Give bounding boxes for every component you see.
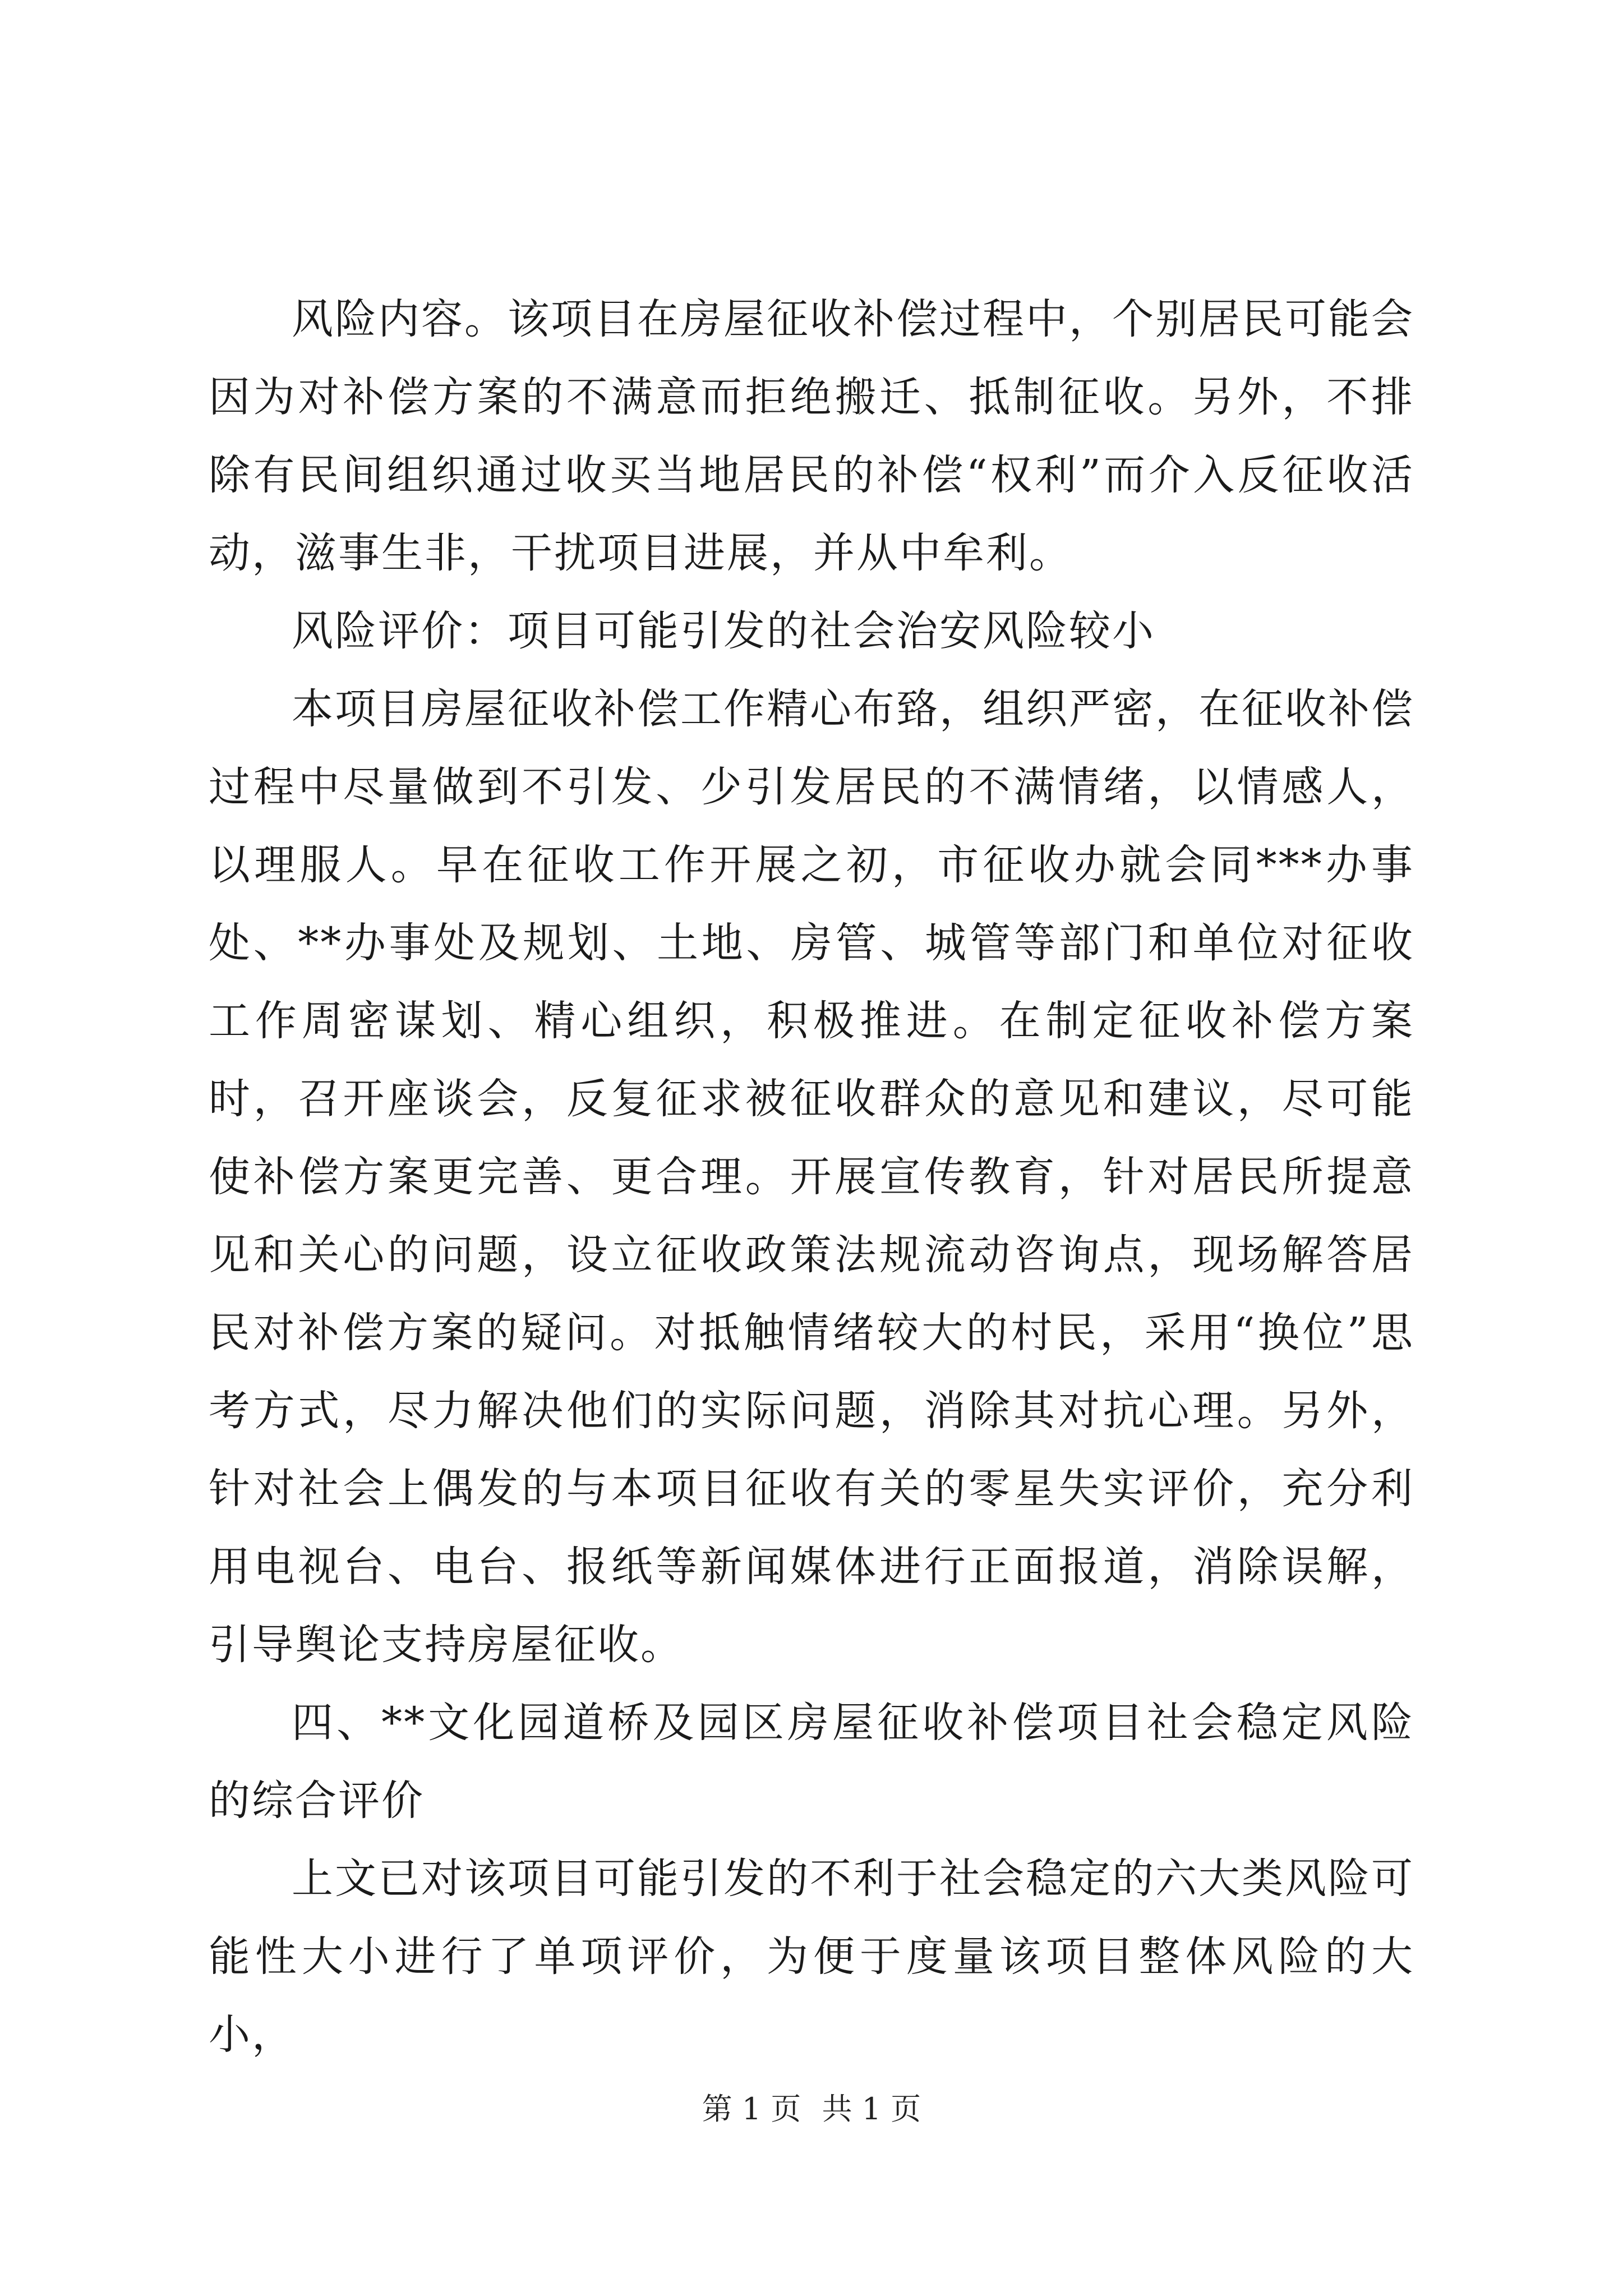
paragraph-overall-risk: 上文已对该项目可能引发的不利于社会稳定的六大类风险可能性大小进行了单项评价，为便于度量该项目整体风险的大小，	[209, 1855, 1414, 2059]
paragraph-project-measures: 本项目房屋征收补偿工作精心布臵，组织严密，在征收补偿过程中尽量做到不引发、少引发居民的不满情绪，以情感人，以理服人。早在征收工作开展之初，市征收办就会同***办事处、**办事处及规划、土地、房管、城管等部门和单位对征收工作周密谋划、精心组织，积极推进。在制定征收补偿方案时，召开座谈会，反复征求被征收群众的意见和建议，尽可能使补偿方案更完善、更合理。开展宣传教育，针对居民所提意见和关心的问题，设立征收政策法规流动咨询点，现场解答居民对补偿方案的疑问。对抵触情绪较大的村民，采用“换位”思考方式，尽力解决他们的实际问题，消除其对抗心理。另外，针对社会上偶发的与本项目征收有关的零星失实评价，充分利用电视台、电台、报纸等新闻媒体进行正面报道，消除误解，引导舆论支持房屋征收。	[209, 685, 1414, 1669]
page-number: 第 1 页	[702, 2091, 801, 2127]
paragraph-risk-evaluation: 风险评价：项目可能引发的社会治安风险较小	[292, 607, 1155, 655]
paragraph-risk-content: 风险内容。该项目在房屋征收补偿过程中，个别居民可能会因为对补偿方案的不满意而拒绝搬迁、抵制征收。另外，不排除有民间组织通过收买当地居民的补偿“权利”而介入反征收活动，滋事生非，干扰项目进展，并从中牟利。	[209, 295, 1414, 577]
section-heading-comprehensive-evaluation: 四、**文化园道桥及园区房屋征收补偿项目社会稳定风险的综合评价	[209, 1699, 1414, 1825]
document-body	[209, 280, 1414, 2074]
page-total: 共 1 页	[822, 2091, 921, 2127]
page-footer	[0, 2087, 1623, 2132]
